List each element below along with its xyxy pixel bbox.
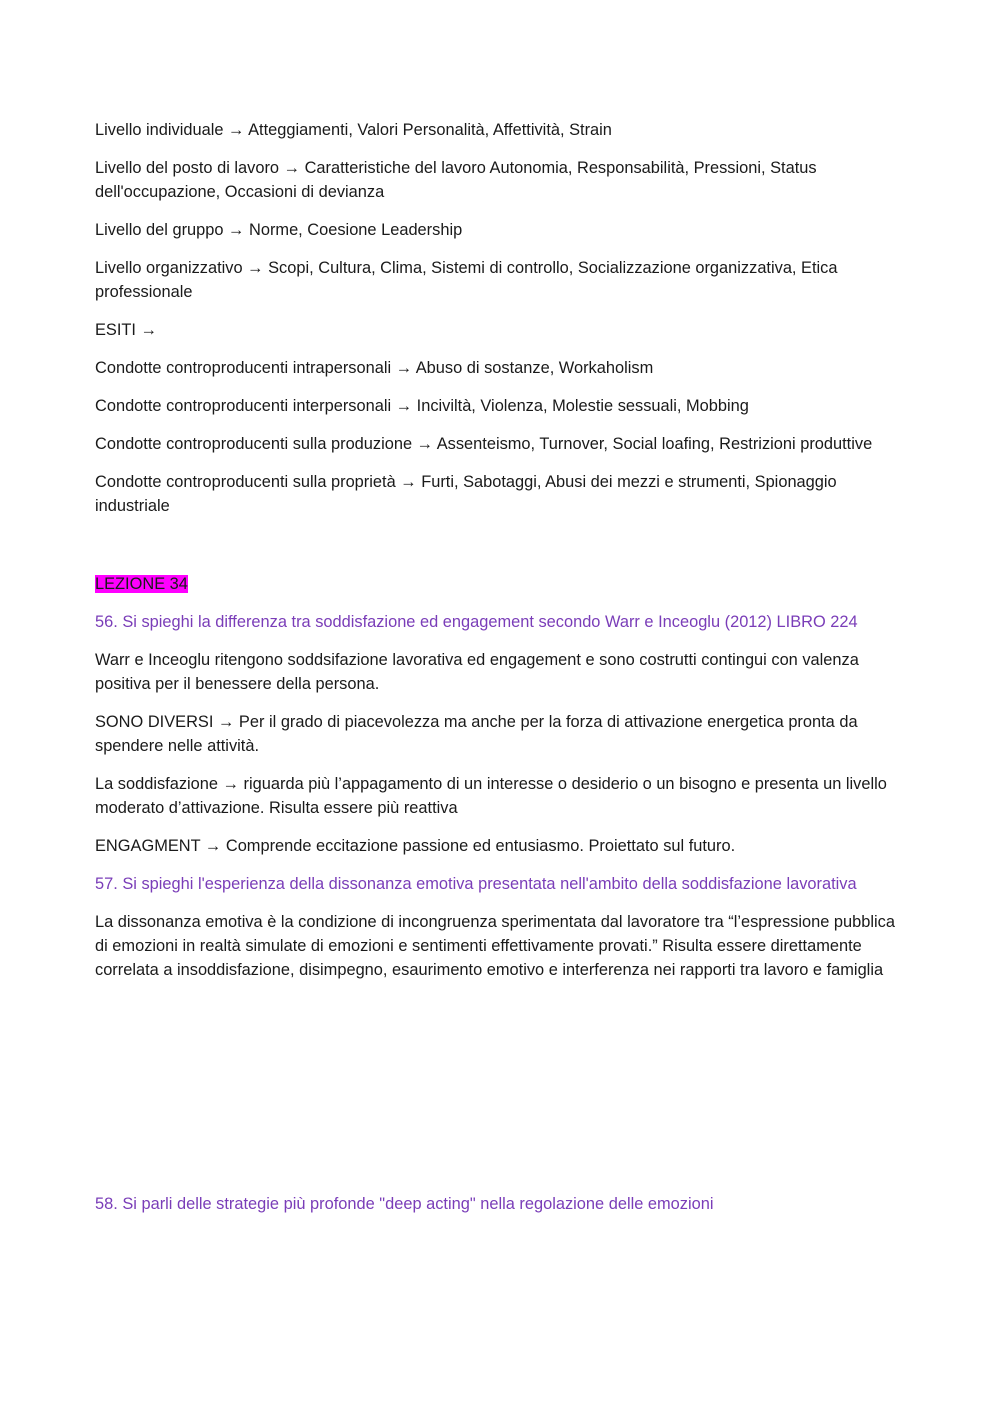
arrow-icon: → [416, 435, 434, 453]
arrow-icon: → [247, 259, 264, 277]
level-group: Livello del gruppo → Norme, Coesione Leadership [95, 221, 463, 239]
question-56-intro: Warr e Inceoglu ritengono soddsifazione lavorativa ed engagement e sono costrutti contingui con valenza positiva per il benessere della persona. [95, 651, 859, 693]
spacer [95, 532, 905, 572]
document-page [95, 118, 905, 1230]
level-workplace: Livello del posto di lavoro → Caratteristiche del lavoro Autonomia, Responsabilità, Pressioni, Status dell'occupazione, Occasioni di devianza [95, 159, 817, 201]
question-56-point-different: SONO DIVERSI → Per il grado di piacevolezza ma anche per la forza di attivazione energetica pronta da spendere nelle attività. [95, 713, 858, 755]
arrow-icon: → [140, 321, 157, 339]
lesson-title [95, 572, 905, 596]
question-57-body: La dissonanza emotiva è la condizione di incongruenza sperimentata dal lavoratore tra “l’espressione pubblica di emozioni in realtà simulate di emozioni e sentimenti effettivamente provati.” Risulta essere direttamente correlata a insoddisfazione, disimpegno, esaurimento emotivo e interferenza nei rapporti tra lavoro e famiglia [95, 913, 895, 979]
arrow-icon: → [217, 713, 235, 731]
arrow-icon: → [395, 397, 413, 415]
outcome-property: Condotte controproducenti sulla proprietà → Furti, Sabotaggi, Abusi dei mezzi e strumenti, Spionaggio industriale [95, 473, 837, 515]
level-individual: Livello individuale → Atteggiamenti, Valori Personalità, Affettività, Strain [95, 121, 612, 139]
arrow-icon: → [400, 473, 417, 491]
highlighted-lesson-label: LEZIONE 34 [95, 575, 188, 593]
arrow-icon: → [228, 221, 245, 239]
arrow-icon: → [395, 359, 413, 377]
arrow-icon: → [228, 121, 245, 139]
outcomes-heading: ESITI → [95, 321, 157, 339]
outcome-interpersonal: Condotte controproducenti interpersonali → Inciviltà, Violenza, Molestie sessuali, Mobbing [95, 397, 749, 415]
level-organizational: Livello organizzativo → Scopi, Cultura, Clima, Sistemi di controllo, Socializzazione organizzativa, Etica professionale [95, 259, 838, 301]
question-56-point-satisfaction: La soddisfazione → riguarda più l’appagamento di un interesse o desiderio o un bisogno e presenta un livello moderato d’attivazione. Risulta essere più reattiva [95, 775, 887, 817]
arrow-icon: → [204, 837, 222, 855]
outcome-intrapersonal: Condotte controproducenti intrapersonali → Abuso di sostanze, Workaholism [95, 359, 654, 377]
spacer [95, 996, 905, 1192]
question-56-heading: 56. Si spieghi la differenza tra soddisfazione ed engagement secondo Warr e Inceoglu (2012) LIBRO 224 [95, 613, 858, 631]
question-56-point-engagement: ENGAGMENT → Comprende eccitazione passione ed entusiasmo. Proiettato sul futuro. [95, 837, 736, 855]
question-57-heading: 57. Si spieghi l'esperienza della dissonanza emotiva presentata nell'ambito della soddisfazione lavorativa [95, 875, 857, 893]
arrow-icon: → [222, 775, 239, 793]
arrow-icon: → [283, 159, 301, 177]
question-58-heading: 58. Si parli delle strategie più profonde "deep acting" nella regolazione delle emozioni [95, 1195, 714, 1213]
outcome-production: Condotte controproducenti sulla produzione → Assenteismo, Turnover, Social loafing, Restrizioni produttive [95, 435, 873, 453]
